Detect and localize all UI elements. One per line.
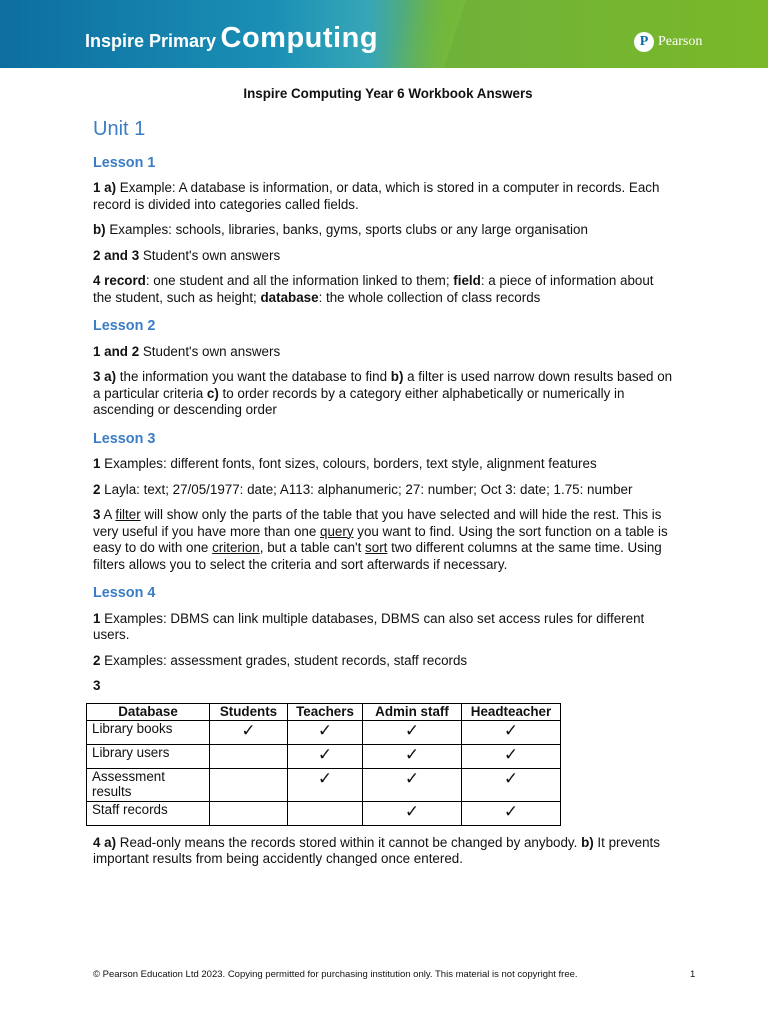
checkmark-icon: ✓: [363, 768, 462, 801]
table-row: [87, 801, 561, 825]
checkmark-icon: ✓: [288, 744, 363, 768]
table-row: [87, 768, 561, 801]
answer-item: [93, 611, 673, 644]
answer-item: [93, 222, 673, 239]
brand-big-text: Computing: [220, 22, 379, 54]
answer-label: field: [453, 273, 481, 288]
publisher-logo: [634, 32, 702, 52]
lesson-heading: Lesson 3: [93, 430, 156, 447]
answer-item: [93, 678, 673, 695]
answer-label: 3 a): [93, 369, 117, 384]
answer-label: b): [93, 222, 106, 237]
footer-copyright: © Pearson Education Ltd 2023. Copying permitted for purchasing institution only. This material is not copyright free.: [93, 969, 578, 980]
answer-text: two different columns at the same time. Using filters allows you to select the criteria and sort afterwards if necessary.: [93, 540, 662, 572]
answer-text: Example: A database is information, or data, which is stored in a computer in records. Each record is divided into categories called fields.: [93, 180, 660, 212]
answer-text: to order records by a category either alphabetically or numerically in ascending or descending order: [93, 385, 625, 417]
answer-item: [93, 344, 673, 361]
unit-heading: Unit 1: [93, 117, 146, 140]
table-cell: [288, 801, 363, 825]
answer-item: [93, 369, 673, 419]
document-title: Inspire Computing Year 6 Workbook Answers: [243, 86, 533, 101]
column-header: Teachers: [288, 703, 363, 720]
table-cell: [210, 744, 288, 768]
access-table: [86, 703, 561, 826]
answer-item: [93, 653, 673, 670]
answer-text: It prevents important results from being accidently changed once entered.: [93, 834, 660, 866]
answer-text: will show only the parts of the table that you have selected and will hide the rest. This is very useful if you have more than one: [93, 507, 662, 539]
answer-item: [93, 180, 673, 213]
answer-label: b): [390, 369, 404, 384]
answer-text: Examples: different fonts, font sizes, colours, borders, text style, alignment features: [100, 456, 597, 471]
answer-label: c): [206, 385, 219, 401]
column-header: Admin staff: [363, 703, 462, 720]
checkmark-icon: ✓: [462, 801, 561, 825]
answer-label: 1: [93, 610, 101, 626]
answer-text: Layla: text; 27/05/1977: date; A113: alphanumeric; 27: number; Oct 3: date; 1.75: number: [100, 481, 633, 497]
answer-label: 4 record: [93, 273, 146, 288]
answer-item: [93, 248, 673, 265]
column-header: Headteacher: [462, 703, 561, 720]
answer-item: [93, 835, 673, 868]
table-cell: [210, 768, 288, 801]
document-body: [93, 86, 673, 877]
answer-text: A: [100, 507, 116, 522]
table-cell: Library books: [87, 720, 210, 744]
answer-text: Student's own answers: [139, 343, 281, 359]
lesson-heading: Lesson 2: [93, 318, 156, 334]
table-row: [87, 720, 561, 744]
answer-label: 2: [93, 481, 101, 497]
answer-label: 1: [93, 456, 101, 471]
answer-text: the information you want the database to find: [116, 369, 391, 384]
underlined-term: criterion: [212, 540, 260, 555]
answer-label: 2 and 3: [93, 247, 140, 263]
checkmark-icon: ✓: [288, 768, 363, 801]
answer-label: b): [581, 834, 594, 850]
answer-item: [93, 507, 673, 573]
publisher-name: Pearson: [658, 34, 703, 49]
answer-text: Read-only means the records stored within it cannot be changed by anybody.: [116, 834, 582, 850]
answer-item: [93, 482, 673, 499]
brand-logo: [85, 22, 378, 55]
answer-text: : a piece of information about the student, such as height;: [93, 273, 654, 305]
table-cell: Assessment results: [87, 768, 210, 801]
answer-label: 3: [93, 507, 101, 522]
answer-text: : one student and all the information linked to them;: [145, 273, 454, 288]
answer-text: Examples: DBMS can link multiple databases, DBMS can also set access rules for different users.: [93, 610, 645, 642]
page-number: 1: [690, 969, 696, 980]
checkmark-icon: ✓: [363, 744, 462, 768]
answer-text: : the whole collection of class records: [318, 289, 541, 305]
underlined-term: query: [320, 523, 354, 539]
lesson-heading: Lesson 1: [93, 154, 156, 171]
answer-label: 1 and 2: [93, 343, 140, 359]
answer-label: 1 a): [93, 180, 117, 195]
answer-item: [93, 456, 673, 473]
answer-text: a filter is used narrow down results based on a particular criteria: [93, 369, 673, 401]
table-row: [87, 744, 561, 768]
checkmark-icon: ✓: [288, 720, 363, 744]
answer-label: 4 a): [93, 834, 117, 850]
answer-label: 2: [93, 652, 101, 668]
checkmark-icon: ✓: [462, 768, 561, 801]
checkmark-icon: ✓: [210, 720, 288, 744]
answer-text: Examples: assessment grades, student records, staff records: [100, 652, 468, 668]
answer-text: you want to find. Using the sort function on a table is easy to do with one: [93, 523, 668, 555]
table-cell: Library users: [87, 744, 210, 768]
answer-text: Examples: schools, libraries, banks, gyms, sports clubs or any large organisation: [105, 222, 588, 237]
answer-label: database: [260, 289, 319, 305]
answer-text: , but a table can't: [259, 540, 366, 555]
underlined-term: sort: [365, 540, 388, 555]
table-header-row: [87, 703, 561, 720]
brand-small-text: Inspire Primary: [85, 31, 217, 51]
column-header: Students: [210, 703, 288, 720]
checkmark-icon: ✓: [462, 720, 561, 744]
table-cell: Staff records: [87, 801, 210, 825]
header-banner: [0, 0, 768, 68]
table-cell: [210, 801, 288, 825]
pearson-icon: P: [634, 32, 654, 52]
banner-stripe: [384, 0, 466, 68]
answer-text: Student's own answers: [139, 247, 281, 263]
checkmark-icon: ✓: [462, 744, 561, 768]
underlined-term: filter: [115, 507, 141, 522]
column-header: Database: [87, 703, 210, 720]
checkmark-icon: ✓: [363, 720, 462, 744]
checkmark-icon: ✓: [363, 801, 462, 825]
answer-label: 3: [93, 678, 101, 693]
lesson-heading: Lesson 4: [93, 585, 156, 601]
answer-item: [93, 273, 673, 306]
